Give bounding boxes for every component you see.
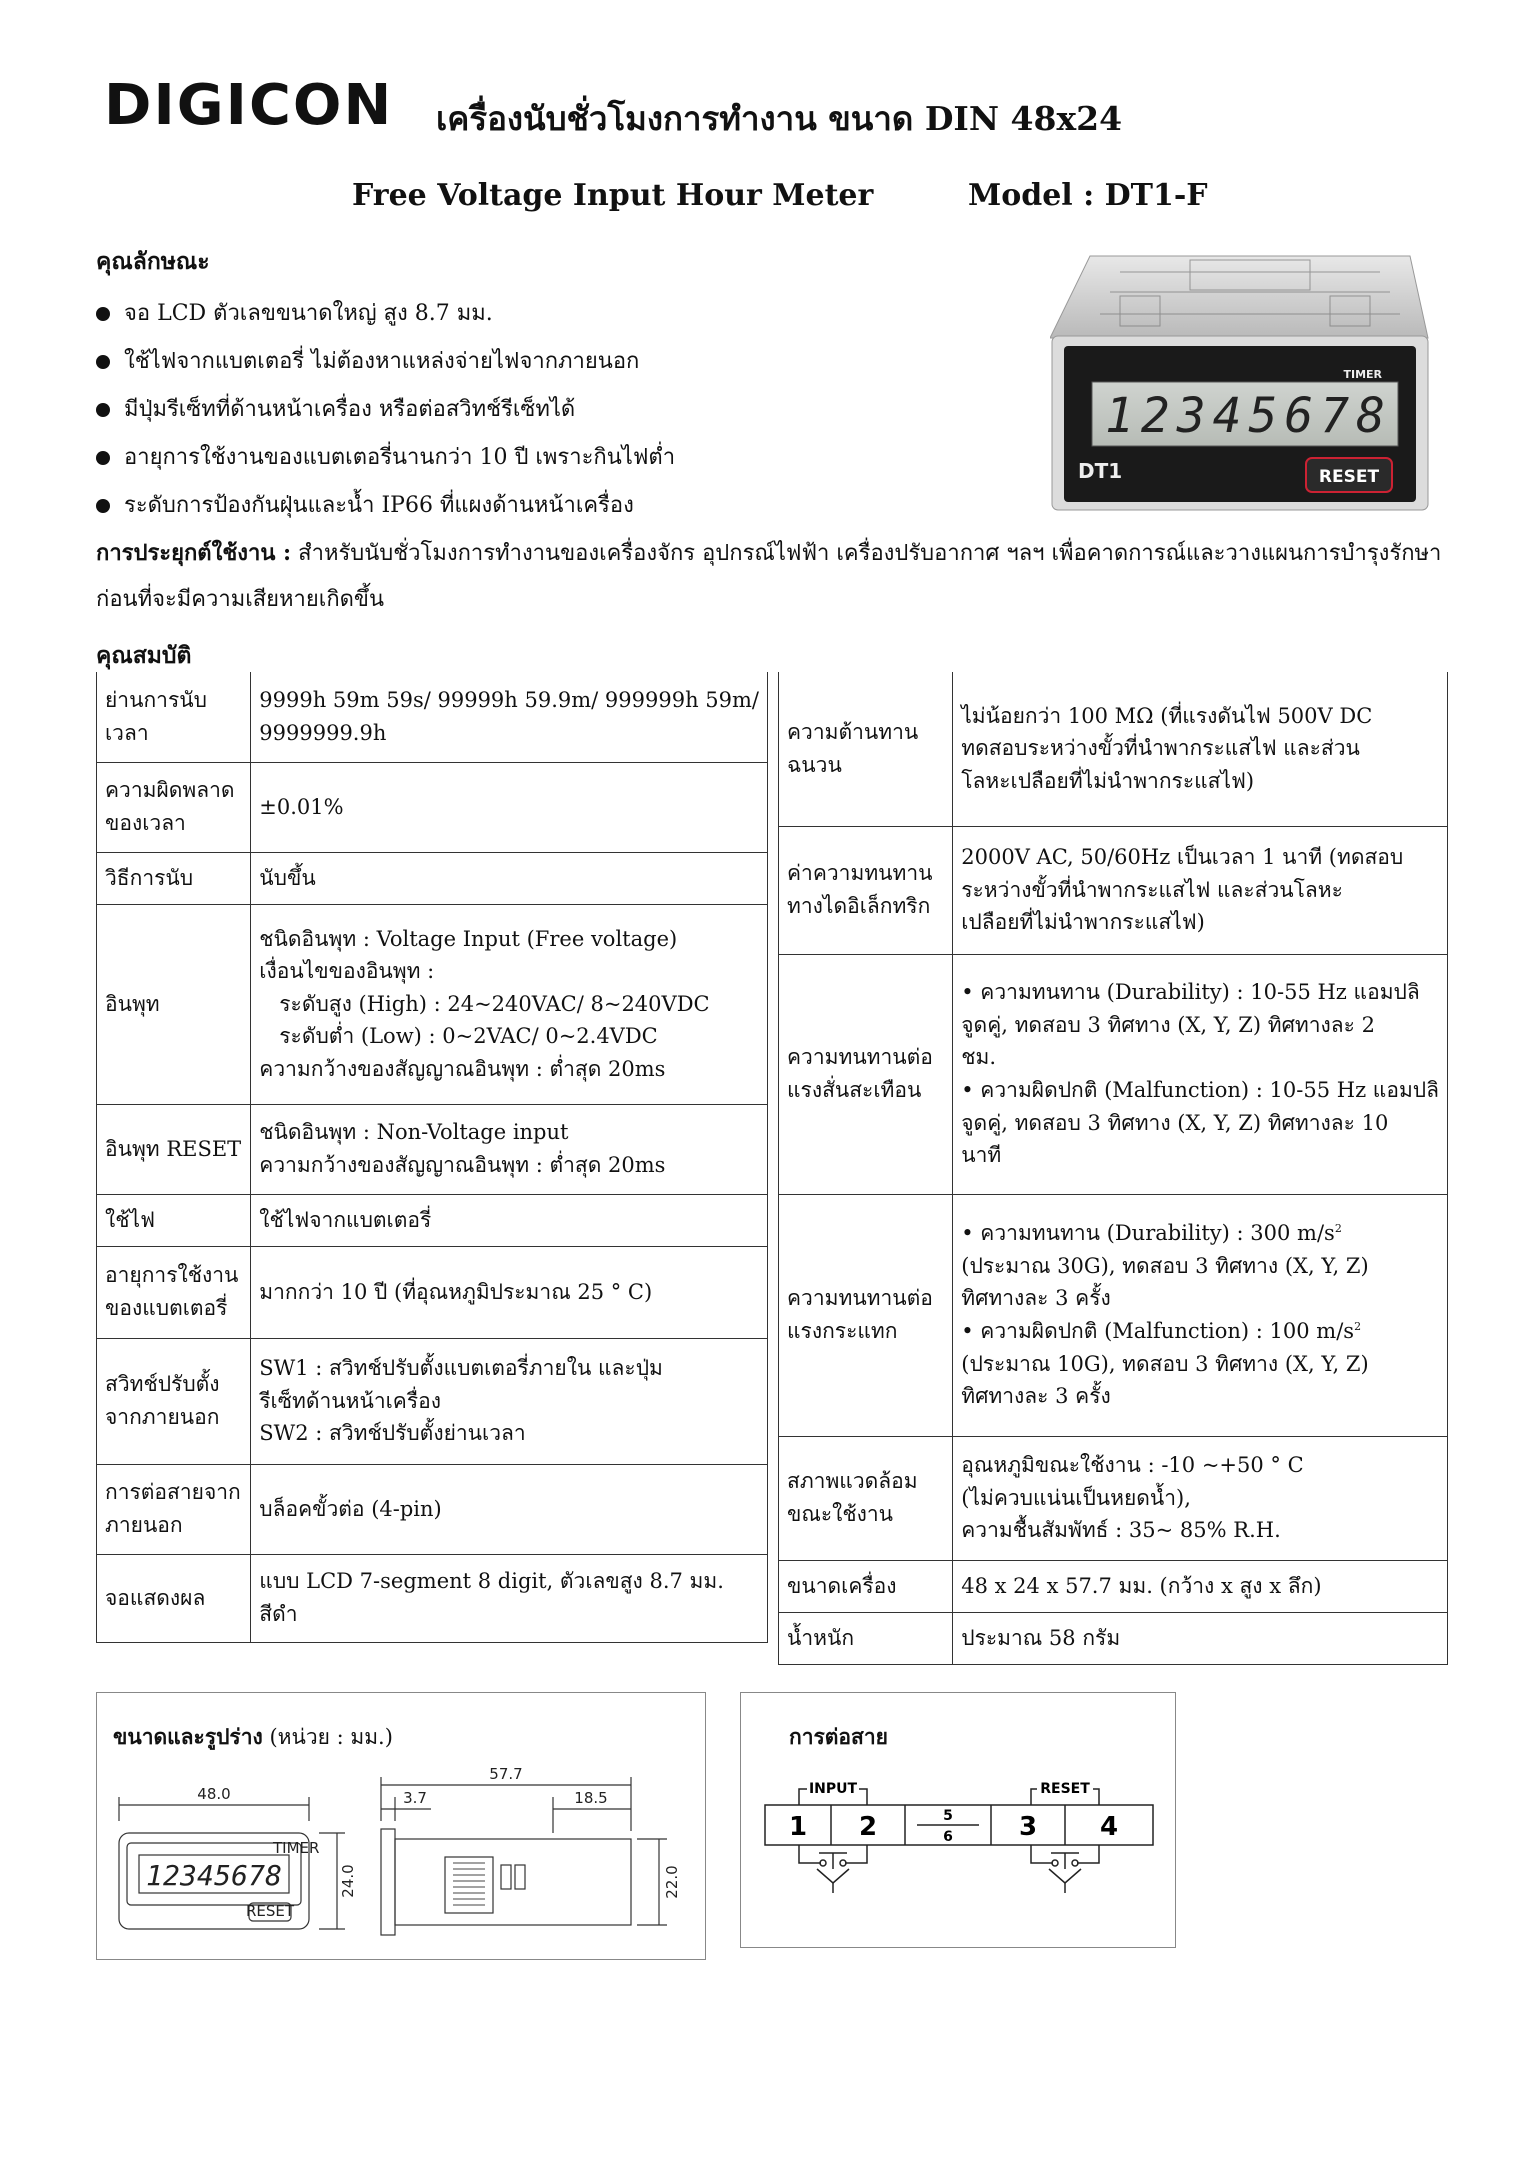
- table-row: [97, 1246, 768, 1338]
- device-photo: [1050, 252, 1430, 512]
- table-row: [97, 672, 768, 762]
- spec-label: ค่าความทนทาน ทางไดอิเล็กทริก: [779, 826, 953, 954]
- terminal-1: 1: [788, 1812, 808, 1842]
- terminal-3: 3: [1018, 1812, 1038, 1842]
- terminal-6: 6: [943, 1829, 953, 1845]
- dim-rear: 18.5: [574, 1789, 608, 1807]
- model-number: Model : DT1-F: [968, 178, 1208, 213]
- wiring-panel: [740, 1692, 1176, 1948]
- application-text: สำหรับนับชั่วโมงการทำงานของเครื่องจักร อุปกรณ์ไฟฟ้า เครื่องปรับอากาศ ฯลฯ เพื่อคาดการณ์และวางแผนการบำรุงรักษาก่อนที่จะมีความเสียหายเกิดขึ้น: [96, 541, 1442, 612]
- wiring-diagram: [741, 1693, 1175, 1947]
- dim-depth: 57.7: [489, 1765, 523, 1783]
- terminal-5: 5: [943, 1808, 953, 1824]
- device-model-label: DT1: [1078, 459, 1123, 483]
- spec-label: ความต้านทาน ฉนวน: [779, 672, 953, 826]
- terminal-2: 2: [858, 1812, 878, 1842]
- bullet-icon: [96, 499, 110, 513]
- spec-value: แบบ LCD 7-segment 8 digit, ตัวเลขสูง 8.7 มม. สีดำ: [251, 1554, 768, 1642]
- spec-value: 9999h 59m 59s/ 99999h 59.9m/ 999999h 59m/ 9999999.9h: [251, 672, 768, 762]
- device-lcd-digits: 12345678: [1105, 388, 1385, 444]
- table-row: [97, 1194, 768, 1246]
- wiring-title: การต่อสาย: [789, 1724, 888, 1749]
- specs-table-right: [778, 672, 1448, 1665]
- application-label: การประยุกต์ใช้งาน :: [96, 540, 292, 566]
- terminal-4: 4: [1099, 1812, 1119, 1842]
- spec-label: อายุการใช้งาน ของแบตเตอรี่: [97, 1246, 251, 1338]
- spec-value: 2000V AC, 50/60Hz เป็นเวลา 1 นาที (ทดสอบ ระหว่างขั้วที่นำพากระแสไฟ และส่วนโลหะ เปลือยที่ไม่นำพากระแสไฟ): [953, 826, 1448, 954]
- spec-label: อินพุท: [97, 904, 251, 1104]
- spec-label: อินพุท RESET: [97, 1104, 251, 1194]
- spec-label: วิธีการนับ: [97, 852, 251, 904]
- specs-heading: คุณสมบัติ: [96, 642, 192, 669]
- spec-label: ความทนทานต่อ แรงกระแทก: [779, 1194, 953, 1436]
- spec-value: ใช้ไฟจากแบตเตอรี่: [251, 1194, 768, 1246]
- spec-label: สวิทช์ปรับตั้ง จากภายนอก: [97, 1338, 251, 1464]
- table-row: [779, 826, 1448, 954]
- table-row: [97, 1104, 768, 1194]
- spec-label: ความทนทานต่อ แรงสั่นสะเทือน: [779, 954, 953, 1194]
- dimension-drawing: [97, 1693, 705, 1959]
- spec-value: • ความทนทาน (Durability) : 10-55 Hz แอมปลิ จูดคู่, ทดสอบ 3 ทิศทาง (X, Y, Z) ทิศทางละ 2 ชม. • ความผิดปกติ (Malfunction) : 10-55 Hz แอมปลิ จูดคู่, ทดสอบ 3 ทิศทาง (X, Y, Z) ทิศทางละ 10 นาที: [953, 954, 1448, 1194]
- spec-label: ใช้ไฟ: [97, 1194, 251, 1246]
- spec-label: ความผิดพลาด ของเวลา: [97, 762, 251, 852]
- application-paragraph: [96, 530, 1456, 623]
- front-lcd-digits: 12345678: [146, 1859, 282, 1892]
- table-row: [779, 672, 1448, 826]
- table-row: [97, 1338, 768, 1464]
- dimensions-title: ขนาดและรูปร่าง (หน่วย : มม.): [113, 1724, 393, 1749]
- spec-value: ประมาณ 58 กรัม: [953, 1612, 1448, 1664]
- spec-label: น้ำหนัก: [779, 1612, 953, 1664]
- table-row: [779, 1194, 1448, 1436]
- spec-label: ย่านการนับเวลา: [97, 672, 251, 762]
- feature-item: มีปุ่มรีเซ็ทที่ด้านหน้าเครื่อง หรือต่อสวิทช์รีเซ็ทได้: [96, 386, 675, 434]
- feature-item: อายุการใช้งานของแบตเตอรี่นานกว่า 10 ปี เพราะกินไฟต่ำ: [96, 434, 675, 482]
- table-row: [779, 1436, 1448, 1560]
- product-subtitle: Free Voltage Input Hour Meter: [352, 178, 874, 213]
- bullet-icon: [96, 451, 110, 465]
- dim-height: 24.0: [339, 1864, 357, 1898]
- spec-label: ขนาดเครื่อง: [779, 1560, 953, 1612]
- spec-label: สภาพแวดล้อม ขณะใช้งาน: [779, 1436, 953, 1560]
- dim-front: 3.7: [403, 1789, 427, 1807]
- device-timer-label: TIMER: [1343, 368, 1382, 381]
- features-heading: คุณลักษณะ: [96, 248, 210, 275]
- specs-table-left: [96, 672, 768, 1643]
- spec-value: 48 x 24 x 57.7 มม. (กว้าง x สูง x ลึก): [953, 1560, 1448, 1612]
- spec-value: • ความทนทาน (Durability) : 300 $m/s^2$ (ประมาณ 30G), ทดสอบ 3 ทิศทาง (X, Y, Z) ทิศทางละ 3 ครั้ง • ความผิดปกติ (Malfunction) : 100 $m/s^2$ (ประมาณ 10G), ทดสอบ 3 ทิศทาง (X, Y, Z) ทิศทางละ 3 ครั้ง: [953, 1194, 1448, 1436]
- bullet-icon: [96, 307, 110, 321]
- front-reset-button: RESET: [245, 1902, 295, 1920]
- table-row: [779, 954, 1448, 1194]
- spec-value: นับขึ้น: [251, 852, 768, 904]
- brand-logo: DIGICON: [104, 73, 394, 138]
- input-label: INPUT: [808, 1781, 858, 1797]
- device-reset-button: RESET: [1318, 467, 1380, 487]
- spec-value: มากกว่า 10 ปี (ที่อุณหภูมิประมาณ 25 ° C): [251, 1246, 768, 1338]
- front-timer-label: TIMER: [273, 1839, 320, 1857]
- spec-value: บล็อคขั้วต่อ (4-pin): [251, 1464, 768, 1554]
- spec-label: จอแสดงผล: [97, 1554, 251, 1642]
- features-list: [96, 290, 675, 530]
- spec-value: SW1 : สวิทช์ปรับตั้งแบตเตอรี่ภายใน และปุ่ม รีเซ็ทด้านหน้าเครื่อง SW2 : สวิทช์ปรับตั้งย่านเวลา: [251, 1338, 768, 1464]
- spec-value: ±0.01%: [251, 762, 768, 852]
- table-row: [97, 904, 768, 1104]
- table-row: [97, 762, 768, 852]
- feature-item: ใช้ไฟจากแบตเตอรี่ ไม่ต้องหาแหล่งจ่ายไฟจากภายนอก: [96, 338, 675, 386]
- table-row: [97, 1554, 768, 1642]
- spec-value: ชนิดอินพุท : Voltage Input (Free voltage) เงื่อนไขของอินพุท : ระดับสูง (High) : 24~240VAC/ 8~240VDC ระดับต่ำ (Low) : 0~2VAC/ 0~2.4VDC ความกว้างของสัญญาณอินพุท : ต่ำสุด 20ms: [251, 904, 768, 1104]
- page-title: เครื่องนับชั่วโมงการทำงาน ขนาด DIN 48x24: [436, 99, 1123, 138]
- dim-width: 48.0: [197, 1785, 231, 1803]
- bullet-icon: [96, 403, 110, 417]
- spec-value: ชนิดอินพุท : Non-Voltage input ความกว้างของสัญญาณอินพุท : ต่ำสุด 20ms: [251, 1104, 768, 1194]
- feature-item: จอ LCD ตัวเลขขนาดใหญ่ สูง 8.7 มม.: [96, 290, 675, 338]
- table-row: [779, 1612, 1448, 1664]
- table-row: [779, 1560, 1448, 1612]
- spec-value: อุณหภูมิขณะใช้งาน : -10 ~+50 ° C (ไม่ควบแน่นเป็นหยดน้ำ), ความชื้นสัมพัทธ์ : 35~ 85% R.H.: [953, 1436, 1448, 1560]
- bullet-icon: [96, 355, 110, 369]
- spec-label: การต่อสายจาก ภายนอก: [97, 1464, 251, 1554]
- table-row: [97, 1464, 768, 1554]
- table-row: [97, 852, 768, 904]
- dimensions-panel: [96, 1692, 706, 1960]
- feature-item: ระดับการป้องกันฝุ่นและน้ำ IP66 ที่แผงด้านหน้าเครื่อง: [96, 482, 675, 530]
- spec-value: ไม่น้อยกว่า 100 MΩ (ที่แรงดันไฟ 500V DC ทดสอบระหว่างขั้วที่นำพากระแสไฟ และส่วน โลหะเปลือยที่ไม่นำพากระแสไฟ): [953, 672, 1448, 826]
- reset-label: RESET: [1040, 1781, 1090, 1797]
- dim-body-height: 22.0: [663, 1865, 681, 1899]
